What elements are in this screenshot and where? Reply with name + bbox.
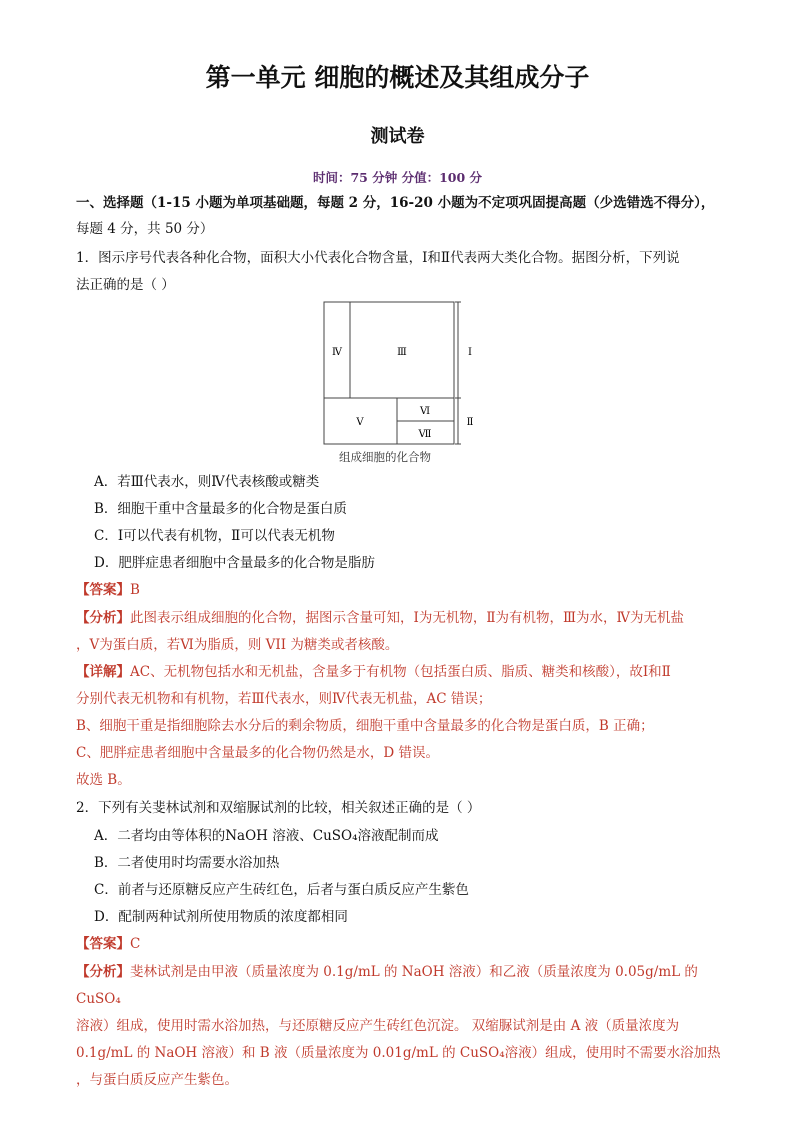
label-ii: Ⅱ bbox=[466, 417, 474, 428]
q1-detail-4: C、肥胖症患者细胞中含量最多的化合物仍然是水，D 错误。 bbox=[76, 745, 439, 761]
q2-analysis-3: 溶液）组成，使用时需水浴加热，与还原糖反应产生砖红色沉淀。 双缩脲试剂是由 A 液（质量浓度为 bbox=[76, 1018, 680, 1034]
document-title: 第一单元 细胞的概述及其组成分子 bbox=[205, 63, 590, 92]
q1-analysis-cont: ，Ⅴ为蛋白质，若Ⅵ为脂质，则 VII 为糖类或者核酸。 bbox=[76, 637, 399, 653]
q1-option-a: A．若Ⅲ代表水，则Ⅳ代表核酸或糖类 bbox=[94, 474, 320, 490]
label-vii: Ⅶ bbox=[418, 429, 432, 440]
label-iii: Ⅲ bbox=[397, 347, 407, 358]
q1-answer: 【答案】B bbox=[76, 582, 140, 598]
q1-detail: 【详解】AC、无机物包括水和无机盐，含量多于有机物（包括蛋白质、脂质、糖类和核酸），故Ⅰ和Ⅱ bbox=[76, 664, 671, 680]
q1-analysis: 【分析】此图表示组成细胞的化合物，据图示含量可知，Ⅰ为无机物，Ⅱ为有机物，Ⅲ为水，Ⅳ为无机盐 bbox=[76, 610, 685, 626]
q2-option-b: B．二者使用时均需要水浴加热 bbox=[94, 855, 280, 871]
label-vi: Ⅵ bbox=[419, 406, 431, 417]
q1-stem-cont: 法正确的是（ ） bbox=[76, 277, 175, 293]
q2-analysis-5: ，与蛋白质反应产生紫色。 bbox=[76, 1072, 238, 1088]
diagram-caption: 组成细胞的化合物 bbox=[339, 450, 431, 464]
q2-option-a: A．二者均由等体积的NaOH 溶液、CuSO₄溶液配制而成 bbox=[94, 828, 439, 844]
time-and-score: 时间：75 分钟 分值：100 分 bbox=[312, 170, 483, 185]
q2-answer: 【答案】C bbox=[76, 936, 141, 952]
compound-area-diagram bbox=[322, 300, 482, 460]
document-subtitle: 测试卷 bbox=[370, 126, 425, 147]
q1-detail-3: B、细胞干重是指细胞除去水分后的剩余物质，细胞干重中含量最多的化合物是蛋白质，B 正确； bbox=[76, 718, 654, 734]
q1-conclusion: 故选 B。 bbox=[76, 772, 131, 788]
q2-stem: 2．下列有关斐林试剂和双缩脲试剂的比较，相关叙述正确的是（ ） bbox=[76, 800, 481, 816]
q1-option-d: D．肥胖症患者细胞中含量最多的化合物是脂肪 bbox=[94, 555, 375, 571]
q1-stem: 1．图示序号代表各种化合物，面积大小代表化合物含量，Ⅰ和Ⅱ代表两大类化合物。据图分析，下列说 bbox=[76, 250, 680, 266]
label-iv: Ⅳ bbox=[332, 347, 342, 358]
q1-option-b: B．细胞干重中含量最多的化合物是蛋白质 bbox=[94, 501, 347, 517]
q1-detail-2: 分别代表无机物和有机物，若Ⅲ代表水，则Ⅳ代表无机盐，AC 错误； bbox=[76, 691, 492, 707]
q2-analysis-4: 0.1g/mL 的 NaOH 溶液）和 B 液（质量浓度为 0.01g/mL 的 CuSO₄溶液）组成，使用时不需要水浴加热 bbox=[76, 1045, 721, 1061]
q2-option-d: D．配制两种试剂所使用物质的浓度都相同 bbox=[94, 909, 348, 925]
section-heading-cont: 每题 4 分，共 50 分） bbox=[76, 221, 214, 237]
label-i: Ⅰ bbox=[468, 347, 472, 358]
section-heading: 一、选择题（1-15 小题为单项基础题，每题 2 分，16-20 小题为不定项巩固提高题（少选错选不得分）， bbox=[76, 195, 715, 211]
q2-analysis: 【分析】斐林试剂是由甲液（质量浓度为 0.1g/mL 的 NaOH 溶液）和乙液（质量浓度为 0.05g/mL 的 bbox=[76, 964, 698, 980]
q1-option-c: C．Ⅰ可以代表有机物，Ⅱ可以代表无机物 bbox=[94, 528, 335, 544]
label-v: Ⅴ bbox=[356, 417, 364, 428]
q2-analysis-2: CuSO₄ bbox=[76, 991, 121, 1007]
q2-option-c: C．前者与还原糖反应产生砖红色，后者与蛋白质反应产生紫色 bbox=[94, 882, 469, 898]
